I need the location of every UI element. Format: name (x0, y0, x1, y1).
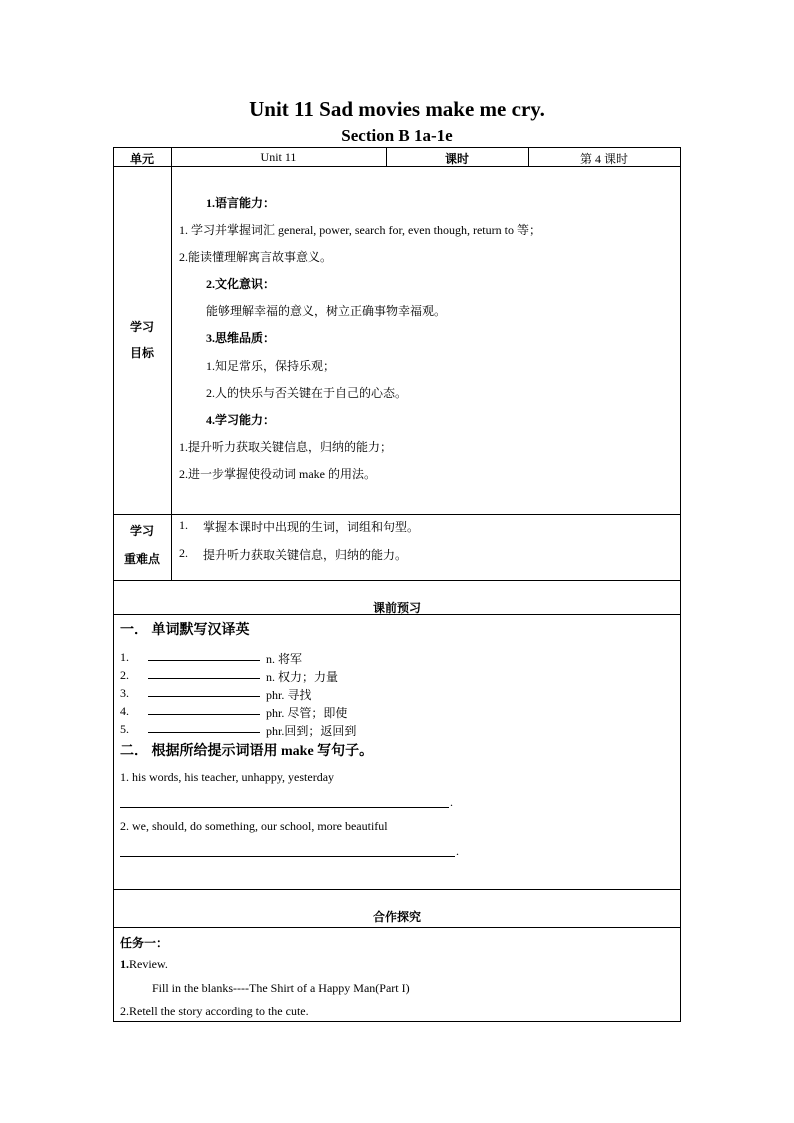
period-value: 第 4 课时 (579, 152, 628, 166)
vocab-hint: phr. 寻找 (266, 688, 312, 702)
table-border-top (113, 147, 681, 148)
preview-heading: 课前预习 (372, 601, 421, 615)
vocab-number: 2. (120, 668, 129, 682)
vocab-blank[interactable] (148, 668, 260, 683)
objective-line: 2.进一步掌握使役动词 make 的用法。 (179, 467, 376, 481)
key-point-text: 提升听力获取关键信息，归纳的能力。 (203, 548, 408, 562)
vocab-blank[interactable] (148, 704, 260, 719)
sentence-period: . (450, 795, 453, 809)
objective-line: 2.能读懂理解寓言故事意义。 (179, 250, 333, 264)
table-border-bottom (113, 1021, 681, 1022)
sentence-answer-line[interactable] (120, 856, 455, 857)
vocab-section-title: 一． 单词默写汉译英 (120, 623, 250, 638)
table-divider (113, 889, 681, 890)
vocab-number: 1. (120, 650, 129, 664)
vocab-blank[interactable] (148, 686, 260, 701)
vocab-item (120, 686, 129, 701)
task-step-number: 1. (120, 957, 129, 971)
key-points-label: 学习 (129, 524, 154, 538)
vocab-item (120, 704, 129, 719)
task-step: 2.Retell the story according to the cute. (120, 1004, 309, 1018)
table-divider (113, 580, 681, 581)
sentence-prompt: 2. we, should, do something, our school, more beautiful (120, 819, 388, 833)
objective-line: 1.知足常乐，保持乐观； (206, 359, 336, 373)
objective-line: 1.提升听力获取关键信息，归纳的能力； (179, 440, 393, 454)
unit-value: Unit 11 (260, 150, 297, 164)
objective-heading: 1.语言能力： (206, 196, 276, 210)
sentence-prompt: 1. his words, his teacher, unhappy, yesterday (120, 770, 335, 784)
unit-label: 单元 (129, 152, 154, 166)
objectives-label: 目标 (129, 346, 154, 360)
objectives-label: 学习 (129, 320, 154, 334)
page-subtitle: Section B 1a-1e (341, 126, 453, 145)
page-title: Unit 11 Sad movies make me cry. (249, 97, 545, 121)
table-border-left (113, 147, 114, 1021)
table-divider (113, 514, 681, 515)
objective-heading: 4.学习能力： (206, 413, 276, 427)
vocab-hint: n. 权力；力量 (266, 670, 339, 684)
vocab-item (120, 722, 129, 737)
key-points-label: 重难点 (123, 552, 160, 566)
vocab-hint: phr. 尽管；即使 (266, 706, 348, 720)
key-point-number: 1. (179, 518, 188, 532)
vocab-item (120, 668, 129, 683)
task-step (120, 957, 168, 972)
task-step-text: Review. (129, 957, 168, 971)
vocab-hint: n. 将军 (266, 652, 303, 666)
table-column-divider (171, 147, 172, 580)
vocab-number: 4. (120, 704, 129, 718)
objective-heading: 2.文化意识： (206, 277, 276, 291)
vocab-number: 5. (120, 722, 129, 736)
vocab-blank[interactable] (148, 650, 260, 665)
objective-line: 1. 学习并掌握词汇 general, power, search for, even though, return to 等； (179, 223, 541, 237)
objective-heading: 3.思维品质： (206, 331, 276, 345)
vocab-item (120, 650, 129, 665)
sentence-period: . (456, 844, 459, 858)
task-title: 任务一： (120, 936, 169, 950)
vocab-number: 3. (120, 686, 129, 700)
sentence-section-title: 二． 根据所给提示词语用 make 写句子。 (120, 744, 374, 759)
vocab-blank[interactable] (148, 722, 260, 737)
objective-line: 能够理解幸福的意义，树立正确事物幸福观。 (206, 304, 447, 318)
objective-line: 2.人的快乐与否关键在于自己的心态。 (206, 386, 408, 400)
task-substep: Fill in the blanks----The Shirt of a Happy Man(Part I) (152, 981, 410, 995)
table-border-right (680, 147, 681, 1021)
sentence-answer-line[interactable] (120, 807, 449, 808)
period-label: 课时 (444, 152, 469, 166)
key-point-number: 2. (179, 546, 188, 560)
coop-heading: 合作探究 (372, 910, 421, 924)
vocab-hint: phr.回到；返回到 (266, 724, 357, 738)
key-point-text: 掌握本课时中出现的生词，词组和句型。 (203, 520, 420, 534)
table-divider (113, 927, 681, 928)
